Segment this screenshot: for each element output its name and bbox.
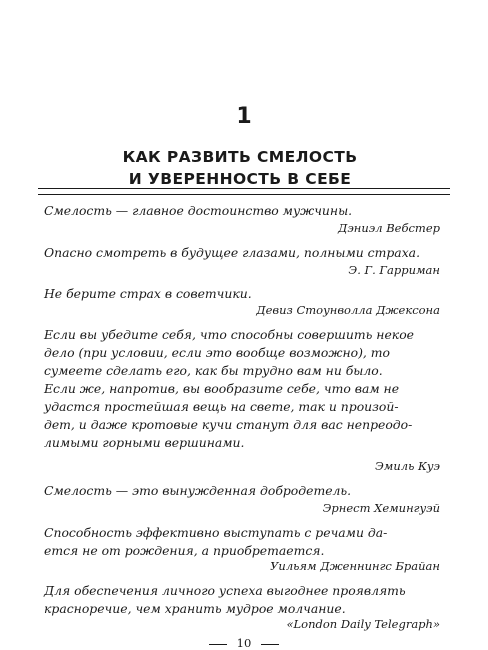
page-number: 10 (236, 636, 252, 650)
title-divider-top (38, 188, 450, 189)
epigraph-author: Э. Г. Гарриман (348, 263, 440, 277)
epigraph-text-line: сумеете сделать его, как бы трудно вам ни было. (44, 363, 383, 378)
epigraph-author: Дэниэл Вебстер (338, 221, 440, 235)
epigraph-text-line: ется не от рождения, а приобретается. (44, 543, 325, 558)
epigraph-author: Эрнест Хемингуэй (322, 501, 440, 515)
epigraph-text-line: дет, и даже кротовые кучи станут для вас непреодо- (44, 417, 413, 432)
footer-dash-right (261, 644, 279, 645)
epigraph-text-line: дело (при условии, если это вообще возможно), то (44, 345, 390, 360)
chapter-title-line: КАК РАЗВИТЬ СМЕЛОСТЬ (122, 148, 358, 166)
epigraph-author: Эмиль Куэ (375, 459, 440, 473)
epigraph-author: Девиз Стоунволла Джексона (256, 303, 440, 317)
epigraph-text-line: лимыми горными вершинами. (44, 435, 245, 450)
epigraph-author: Уильям Дженнингс Брайан (270, 559, 440, 573)
epigraph-text-line: удастся простейшая вещь на свете, так и произой- (44, 399, 399, 414)
page-footer (0, 636, 488, 650)
epigraph-text-line: Способность эффективно выступать с речами да- (44, 525, 388, 540)
chapter-title-line: И УВЕРЕННОСТЬ В СЕБЕ (128, 170, 352, 188)
epigraph-text: Смелость — это вынужденная добродетель. (44, 483, 352, 498)
epigraph-text-line: Если вы убедите себя, что способны совершить некое (44, 327, 414, 342)
epigraph-author: «London Daily Telegraph» (286, 617, 440, 631)
epigraph-text: Опасно смотреть в будущее глазами, полными страха. (44, 245, 421, 260)
footer-dash-left (209, 644, 227, 645)
epigraph-text: Смелость — главное достоинство мужчины. (44, 203, 353, 218)
epigraph-text-line: красноречие, чем хранить мудрое молчание. (44, 601, 346, 616)
epigraph-text-line: Для обеспечения личного успеха выгоднее проявлять (44, 583, 406, 598)
epigraph-text-line: Если же, напротив, вы вообразите себе, что вам не (44, 381, 400, 396)
epigraph-text: Не берите страх в советчики. (44, 286, 252, 301)
chapter-title (40, 146, 440, 190)
title-divider-bottom (38, 194, 450, 195)
chapter-number: 1 (236, 104, 252, 129)
